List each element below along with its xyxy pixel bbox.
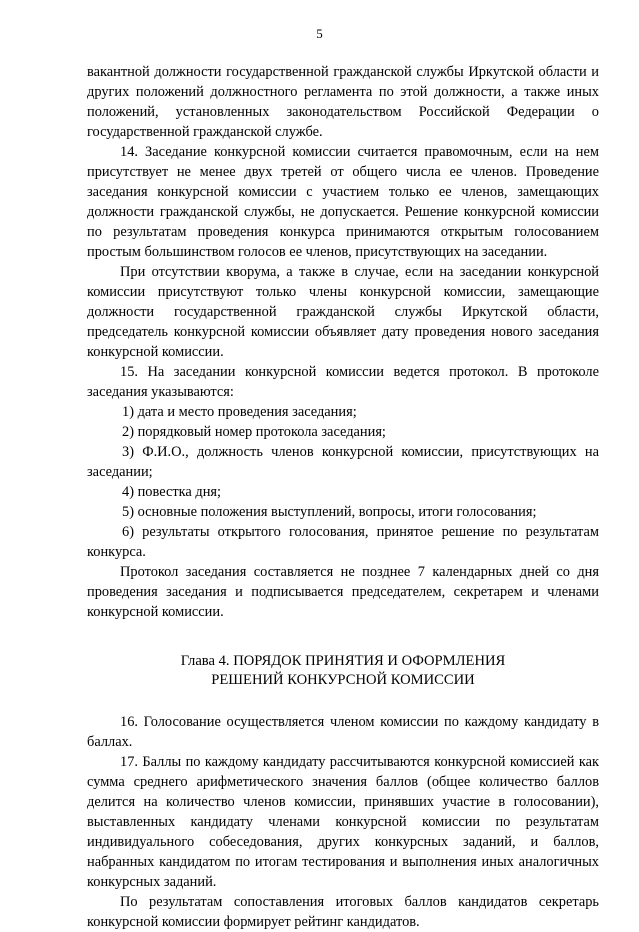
paragraph-15: 15. На заседании конкурсной комиссии ведется протокол. В протоколе заседания указываются: xyxy=(87,364,599,400)
chapter-heading-line-2: РЕШЕНИЙ КОНКУРСНОЙ КОМИССИИ xyxy=(211,672,475,688)
protocol-item-5: 5) основные положения выступлений, вопросы, итоги голосования; xyxy=(122,504,537,520)
paragraph-continuation: вакантной должности государственной гражданской службы Иркутской области и других положений должностного регламента по этой должности, а также иных положений, установленных законодательством Российской Федерации о государственной гражданской службе. xyxy=(87,64,599,140)
protocol-item-2: 2) порядковый номер протокола заседания; xyxy=(122,424,386,440)
protocol-item-3: 3) Ф.И.О., должность членов конкурсной комиссии, присутствующих на заседании; xyxy=(87,444,599,480)
paragraph-16: 16. Голосование осуществляется членом комиссии по каждому кандидату в баллах. xyxy=(87,714,599,750)
paragraph-15-protocol-deadline: Протокол заседания составляется не позднее 7 календарных дней со дня проведения заседания и подписывается председателем, секретарем и членами конкурсной комиссии. xyxy=(87,564,599,620)
paragraph-17-rating: По результатам сопоставления итоговых баллов кандидатов секретарь конкурсной комиссии формирует рейтинг кандидатов. xyxy=(87,894,599,930)
protocol-item-6: 6) результаты открытого голосования, принятое решение по результатам конкурса. xyxy=(87,524,599,560)
page-number: 5 xyxy=(316,26,323,41)
protocol-item-4: 4) повестка дня; xyxy=(122,484,222,500)
chapter-heading-line-1: Глава 4. ПОРЯДОК ПРИНЯТИЯ И ОФОРМЛЕНИЯ xyxy=(180,653,506,669)
paragraph-14: 14. Заседание конкурсной комиссии считается правомочным, если на нем присутствует не менее двух третей от общего числа ее членов. Проведение заседания конкурсной комиссии с участием только ее членов, замещающих должности гражданской службы, не допускается. Решение конкурсной комиссии по результатам проведения конкурса принимаются открытым голосованием простым большинством голосов ее членов, присутствующих на заседании. xyxy=(87,144,599,260)
chapter-heading xyxy=(87,652,599,690)
document-body xyxy=(87,62,599,932)
paragraph-14-quorum: При отсутствии кворума, а также в случае, если на заседании конкурсной комиссии присутствуют только члены конкурсной комиссии, замещающие должности государственной гражданской службы Иркутской области, председатель конкурсной комиссии объявляет дату проведения нового заседания конкурсной комиссии. xyxy=(87,264,599,360)
protocol-item-1: 1) дата и место проведения заседания; xyxy=(122,404,357,420)
paragraph-17: 17. Баллы по каждому кандидату рассчитываются конкурсной комиссией как сумма среднего арифметического значения баллов (общее количество баллов делится на количество членов комиссии, принявших участие в голосовании), выставленных кандидату членами конкурсной комиссии по результатам индивидуального собеседования, других конкурсных заданий, и баллов, набранных кандидатом по итогам тестирования и выполнения иных аналогичных конкурсных заданий. xyxy=(87,754,599,890)
